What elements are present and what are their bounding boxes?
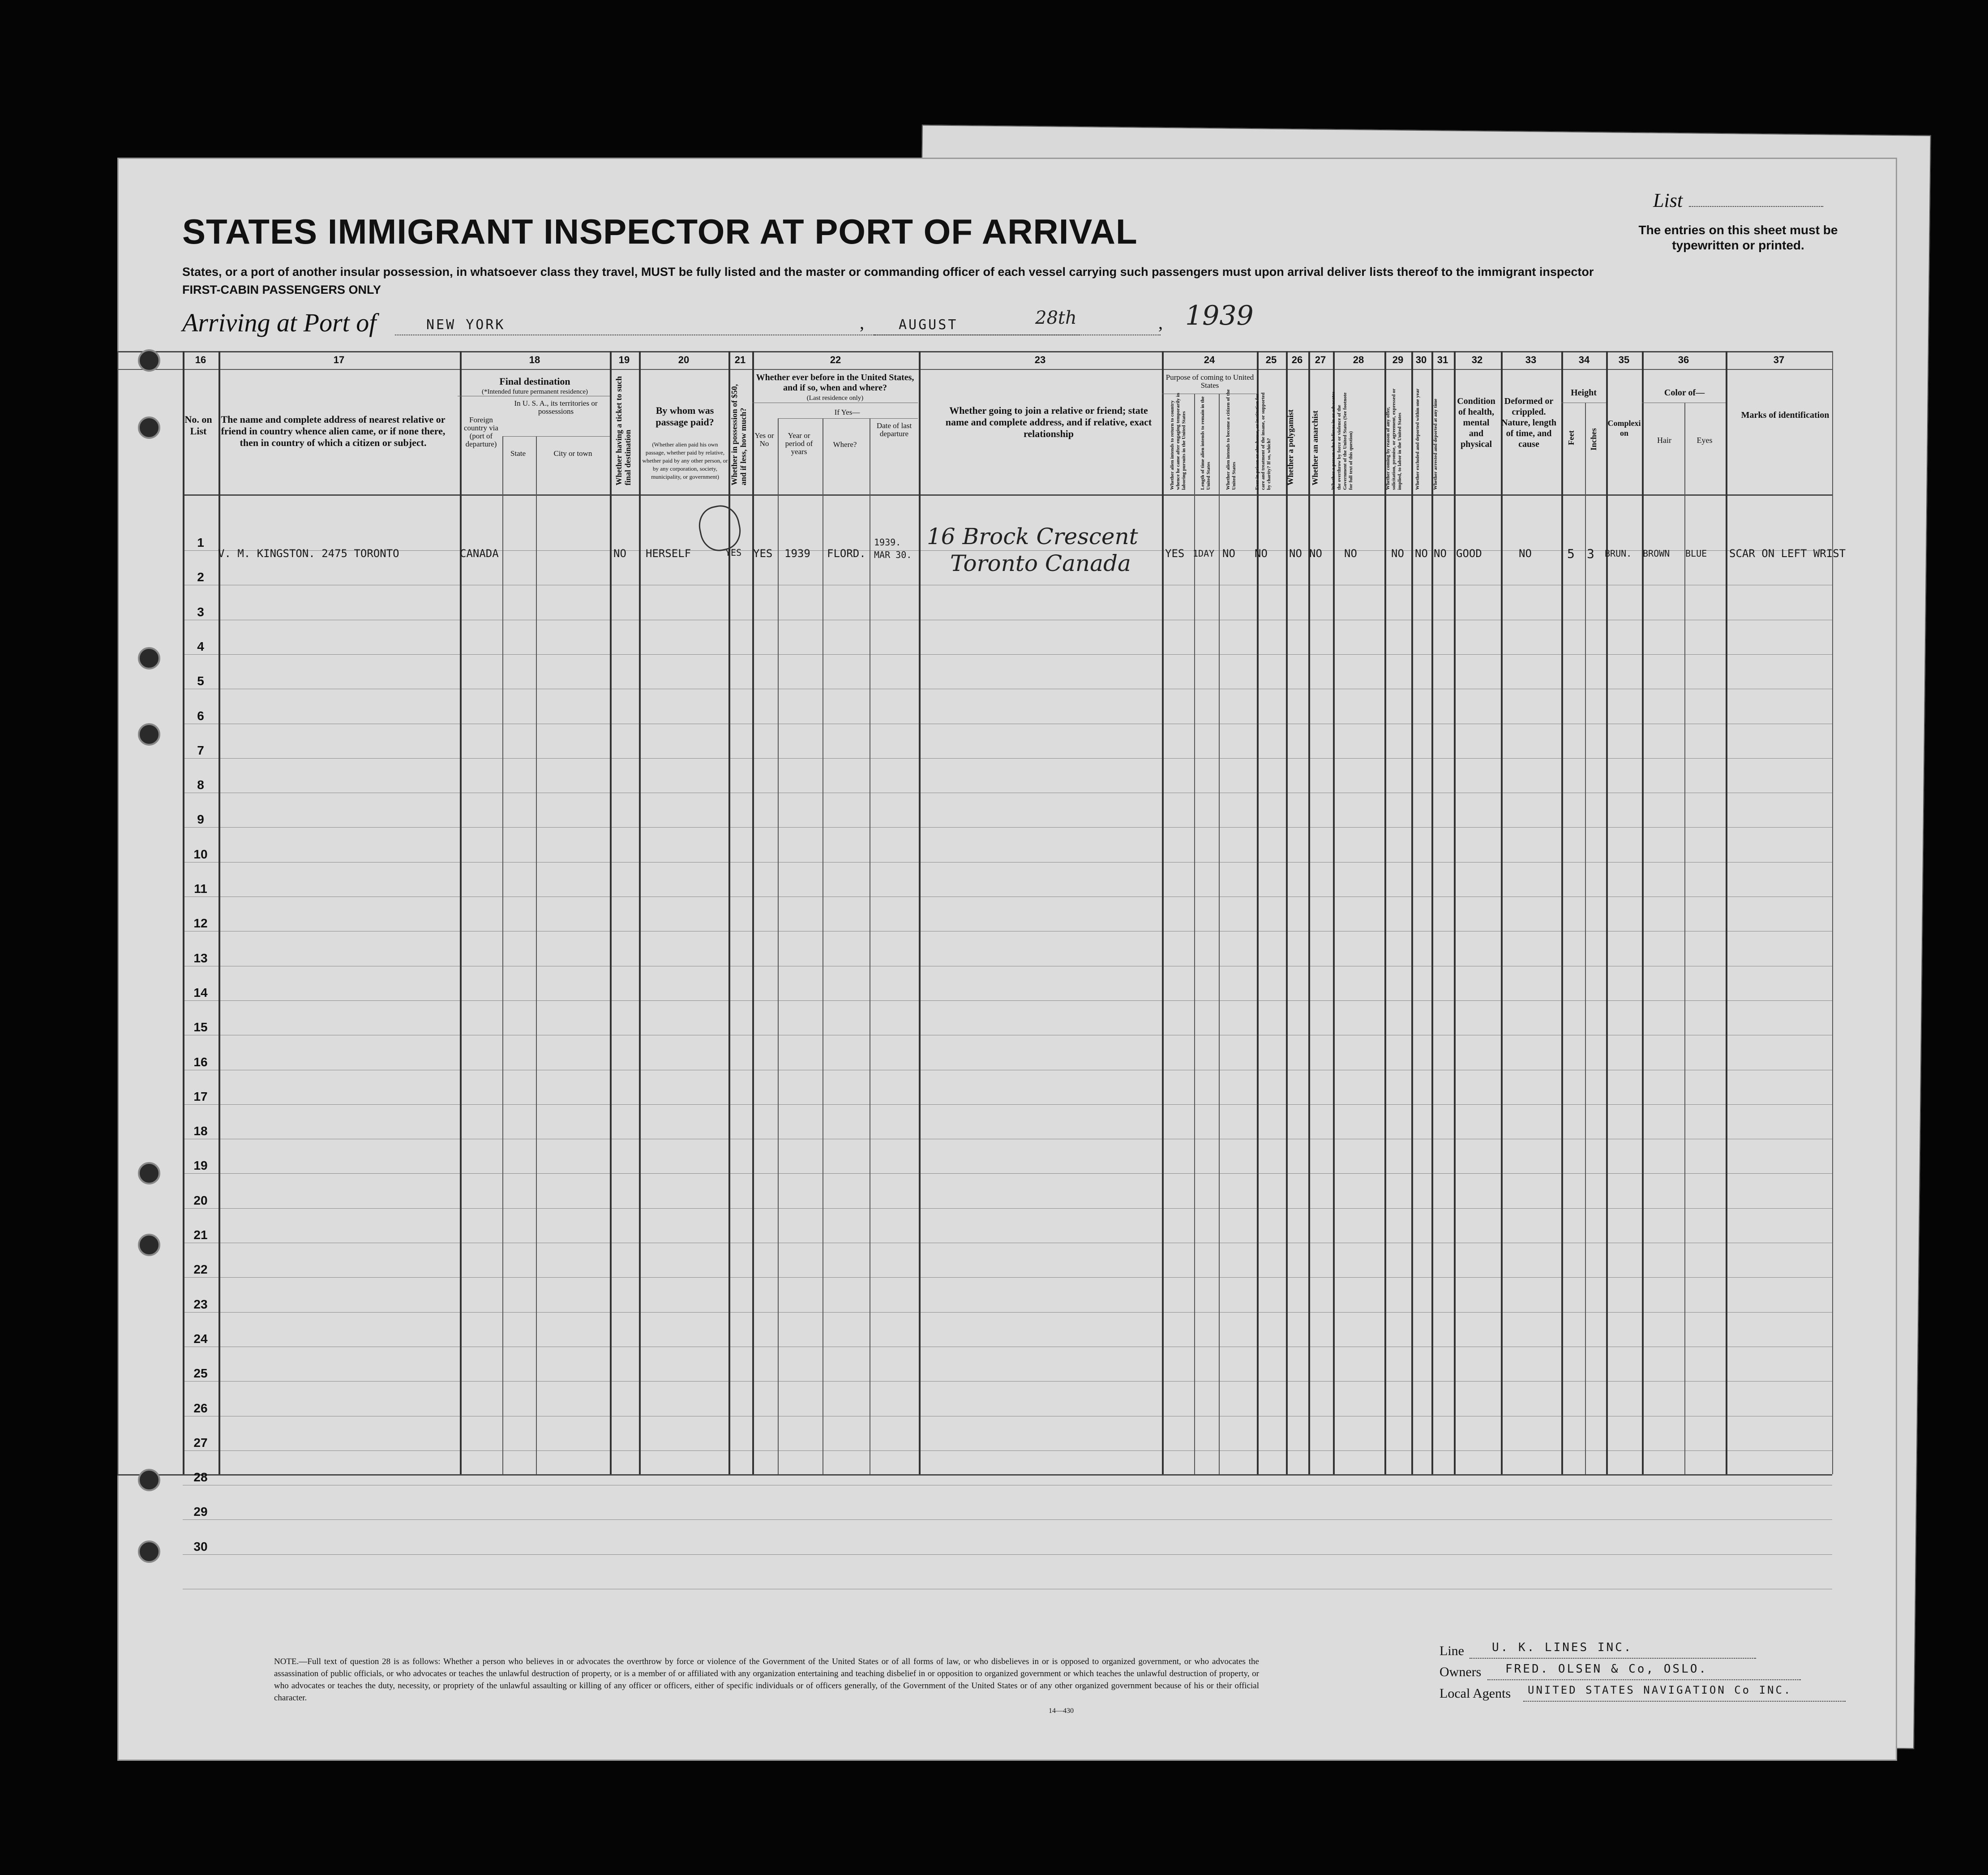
- header-deformed: Deformed or crippled. Nature, length of time, and cause: [1501, 396, 1556, 449]
- manifest-sheet: STATES IMMIGRANT INSPECTOR AT PORT OF ARRIVAL States, or a port of another insular possession, in whatsoever class they travel, MUST be fully listed and the master or commanding officer of each vessel carrying such passengers must upon arrival deliver lists thereof to the immigrant inspector FIRST-CABIN PASSENGERS ONLY List The entries on this sheet must be typewritten or printed. Arriving at Port of NEW YORK , AUGUST 28th , 1939 16 17 18 19 20 21 22 23 24 25 26 27 28 29 30 31 32 33 34 35 36 37 No. on List The name and complete address of nearest relative or friend in country whence alien came, or if none there, then in country of which a citizen or subject. Final destination (*Intended future permanent residence) Foreign country via (port of departure) In U. S. A., its territories or possessions State City or town Whether having a ticket to such final destination By whom was passage paid? (Whether alien paid his own passage, whether paid by relative, whether paid by any other person, or by any corporation, society, municipality, or government) Whether in possession of $50, and if less, how much? Whether ever before in the United States, and if so, when and where? (Last residence only) Yes or No If Yes— Year or period of years Where? Date of last departure Whether going to join a relative or friend; state name and complete address, and if relative, exact relationship Purpose of coming to United States Whether alien intends to return to country whence he came after engaging temporarily in laboring pursuits in the United States Length of time alien intends to remain in the United States Whether alien intends to become a citizen of the United States Ever in prison or almshouse, or institution for care and treatment of the insane, or supported by charity? If so, which? Whether a polygamist Whether an anarchist Whether a person who believes in or advocates the overthrow by force or violence of the Government of the United States (See footnote for full text of this question) Whether coming by reason of any offer, solicitation, promise, or agreement, expressed or implied, to labor in the United States Whether excluded and deported within one year Whether arrested and deported at any time Condition of health, mental and physical Deformed or crippled. Nature, length of time, and cause Height Feet Inches Complexion Color of— Hair Eyes Marks of identification 1 2 3 4 5 6 7 8 9 10 11 12 13 14 15 16 17 18 19 20 21 22 23 24 25 26 27 28 29 30 V. M. KINGSTON. 2475 TORONTO CANADA NO HERSELF YES YES 1939 FLORD. 1939. MAR 30. 16 Brock Crescent Toronto Canada YES 1DAY NO NO NO NO NO NO NO NO GOOD NO 5 3 BRUN. BROWN BLUE SCAR ON LEFT WRIST NOTE.—Full text of question 28 is as follows: Whether a person who believes in or advocates the overthrow by force or violence of the Government of the United States or of all forms of law, or who disbelieves in or is opposed to organized government, or who advocates the assassination of public officials, or who advocates or teaches the unlawful destruction of property, or is a member of or affiliated with any organization entertaining and teaching disbelief in or opposition to organized government or which teaches the unlawful destruction of property, or who advocates or teaches the duty, necessity, or propriety of the unlawful assaulting or killing of any officer or officers, either of specific individuals or of officers generally, of the Government of the United States or of any other organized government because of his or their official character. 14—430 Line U. K. LINES INC. Owners FRED. OLSEN & Co, OSLO. Local Agents UNITED STATES NAVIGATION Co INC.: [117, 158, 1897, 1761]
- entry-complexion: BRUN.: [1605, 548, 1632, 559]
- entry-q31: NO: [1434, 547, 1447, 560]
- column-divider: [536, 436, 537, 1474]
- list-number-line: [1689, 206, 1823, 207]
- entry-foreign-country: CANADA: [460, 547, 499, 560]
- column-divider: [778, 418, 779, 1474]
- header-relative: The name and complete address of nearest relative or friend in country whence alien came, or if none there, then in country of which a citizen or subject.: [221, 414, 446, 448]
- header-been-before-sub: (Last residence only): [806, 395, 864, 402]
- header-overthrow: Whether a person who believes in or advocates the overthrow by force or violence of the Government of the United States (See footnote for full text of this question): [1331, 391, 1354, 490]
- column-number: 25: [1265, 354, 1277, 365]
- year-value: 1939: [1185, 300, 1254, 331]
- column-divider: [1162, 351, 1164, 1474]
- column-number: 18: [529, 354, 540, 365]
- column-divider: [502, 436, 503, 1474]
- row-number: 14: [193, 985, 208, 1000]
- binder-hole: [138, 647, 160, 669]
- row-number: 19: [193, 1158, 208, 1173]
- header-joining: Whether going to join a relative or friend; state name and complete address, and if relative, exact relationship: [945, 405, 1152, 439]
- column-divider: [219, 351, 220, 1474]
- column-divider: [1454, 351, 1456, 1474]
- column-number: 28: [1353, 354, 1364, 365]
- entry-marks: SCAR ON LEFT WRIST: [1729, 547, 1846, 560]
- entry-prison: NO: [1255, 547, 1268, 560]
- column-divider: [1219, 394, 1220, 1474]
- row-number: 29: [193, 1505, 208, 1519]
- page-title: STATES IMMIGRANT INSPECTOR AT PORT OF ARRIVAL: [182, 212, 1138, 251]
- entry-polygamist: NO: [1289, 547, 1302, 560]
- binder-hole: [138, 349, 160, 372]
- header-excluded: Whether excluded and deported within one year: [1415, 388, 1420, 490]
- column-number: 21: [734, 354, 746, 365]
- row-number: 13: [193, 951, 208, 965]
- column-number: 32: [1471, 354, 1483, 365]
- column-divider: [1561, 351, 1563, 1474]
- entry-citizen: NO: [1222, 547, 1235, 560]
- entry-where: FLORD.: [827, 547, 866, 560]
- entry-join-line2: Toronto Canada: [950, 550, 1131, 576]
- column-divider: [1286, 351, 1288, 1474]
- day-value: 28th: [1035, 308, 1077, 328]
- header-year-period: Year or period of years: [785, 431, 813, 456]
- entry-been-before: YES: [753, 547, 773, 560]
- entry-eyes: BLUE: [1685, 548, 1707, 559]
- column-number: 16: [195, 354, 206, 365]
- instructions-text: States, or a port of another insular possession, in whatsoever class they travel, MUST be fully listed and the master or commanding officer of each vessel carrying such passengers must upon arrival deliver lists thereof to the immigrant inspector: [182, 265, 1594, 279]
- column-number: 20: [678, 354, 690, 365]
- row-number: 27: [193, 1435, 208, 1450]
- binder-hole: [138, 723, 160, 746]
- column-divider: [1832, 351, 1833, 1474]
- entries-note: The entries on this sheet must be typewritten or printed.: [1638, 223, 1838, 252]
- row-number: 25: [193, 1366, 208, 1381]
- header-city: City or town: [553, 449, 592, 458]
- header-fifty-dollars: Whether in possession of $50, and if less, how much?: [730, 384, 748, 485]
- line-value: U. K. LINES INC.: [1492, 1641, 1633, 1654]
- row-number: 11: [194, 882, 207, 896]
- entry-hair: BROWN: [1643, 548, 1670, 559]
- entry-departure-day: MAR 30.: [874, 549, 912, 560]
- column-divider: [1684, 403, 1685, 1474]
- column-divider: [1411, 351, 1413, 1474]
- binder-hole: [138, 416, 160, 439]
- column-number: 23: [1034, 354, 1046, 365]
- column-divider: [752, 351, 754, 1474]
- row-number: 12: [193, 916, 208, 931]
- entry-health: GOOD: [1456, 547, 1482, 560]
- line-label: Line: [1440, 1643, 1464, 1658]
- header-prison: Ever in prison or almshouse, or institution for care and treatment of the insane, or supported by charity? If so, which?: [1255, 392, 1272, 490]
- header-inches: Inches: [1589, 428, 1598, 451]
- entry-join-line1: 16 Brock Crescent: [927, 523, 1138, 549]
- column-divider: [1333, 351, 1335, 1474]
- list-label: List: [1653, 189, 1683, 211]
- row-number: 6: [197, 708, 204, 723]
- header-arrested: Whether arrested and deported at any time: [1433, 399, 1438, 490]
- header-final-destination-sub: (*Intended future permanent residence): [482, 388, 588, 395]
- header-length-stay: Length of time alien intends to remain in the United States: [1200, 396, 1211, 490]
- agents-label: Local Agents: [1440, 1686, 1511, 1701]
- entry-feet: 5: [1567, 546, 1575, 561]
- row-number: 24: [193, 1331, 208, 1346]
- row-number: 20: [193, 1193, 208, 1207]
- entry-length-stay: 1DAY: [1193, 548, 1215, 559]
- column-divider: [1642, 351, 1644, 1474]
- column-number: 31: [1437, 354, 1448, 365]
- column-divider: [1257, 351, 1259, 1474]
- row-number: 22: [193, 1262, 208, 1277]
- header-no-on-list: No. on List: [184, 414, 212, 437]
- row-number: 7: [197, 743, 204, 757]
- column-divider: [460, 351, 462, 1474]
- passenger-class-text: FIRST-CABIN PASSENGERS ONLY: [182, 283, 381, 296]
- row-number: 9: [197, 812, 204, 827]
- column-number: 19: [618, 354, 630, 365]
- column-divider: [1585, 403, 1586, 1474]
- month-value: AUGUST: [899, 317, 958, 333]
- header-purpose: Purpose of coming to United States: [1165, 373, 1254, 390]
- column-number: 26: [1291, 354, 1303, 365]
- header-complexion: Complexion: [1607, 419, 1641, 438]
- entry-has-fifty: YES: [725, 547, 742, 558]
- column-number: 34: [1578, 354, 1590, 365]
- row-number: 26: [193, 1401, 208, 1415]
- column-divider: [639, 351, 641, 1474]
- binder-hole: [138, 1234, 160, 1256]
- row-number: 3: [197, 605, 204, 619]
- header-height: Height: [1571, 388, 1597, 398]
- column-number: 27: [1315, 354, 1326, 365]
- header-eyes: Eyes: [1697, 436, 1713, 445]
- entry-departure-year: 1939.: [874, 537, 901, 548]
- header-been-before: Whether ever before in the United States, and if so, when and where?: [756, 373, 914, 393]
- entry-q28: NO: [1344, 547, 1357, 560]
- header-where: Where?: [833, 440, 857, 449]
- header-final-destination: Final destination: [499, 376, 570, 387]
- header-ticket: Whether having a ticket to such final destination: [614, 376, 632, 485]
- row-number: 5: [197, 674, 204, 688]
- header-purpose-return: Whether alien intends to return to country whence he came after engaging temporarily in laboring pursuits in the United States: [1170, 393, 1187, 490]
- header-become-citizen: Whether alien intends to become a citizen of the United States: [1225, 389, 1237, 490]
- column-divider: [1501, 351, 1503, 1474]
- row-number: 10: [193, 847, 208, 861]
- owners-value: FRED. OLSEN & Co, OSLO.: [1505, 1662, 1708, 1676]
- header-state: State: [510, 449, 526, 458]
- column-number: 35: [1618, 354, 1630, 365]
- column-number: 29: [1392, 354, 1404, 365]
- column-number: 33: [1525, 354, 1537, 365]
- owners-label: Owners: [1440, 1665, 1482, 1679]
- binder-hole: [138, 1469, 160, 1491]
- row-number: 23: [193, 1297, 208, 1311]
- column-number: 30: [1415, 354, 1427, 365]
- port-value: NEW YORK: [426, 317, 506, 333]
- manifest-table: [117, 351, 1846, 1553]
- agents-value: UNITED STATES NAVIGATION Co INC.: [1528, 1684, 1792, 1696]
- header-health: Condition of health, mental and physical: [1457, 396, 1495, 449]
- column-number: 22: [830, 354, 841, 365]
- row-number: 28: [193, 1470, 208, 1485]
- column-number: 36: [1678, 354, 1689, 365]
- row-number: 4: [197, 639, 204, 653]
- row-number: 2: [197, 570, 204, 584]
- row-number: 21: [193, 1228, 208, 1242]
- entry-anarchist: NO: [1309, 547, 1322, 560]
- header-passage-paid: By whom was passage paid?: [656, 405, 714, 428]
- row-number: 8: [197, 778, 204, 792]
- footnote: NOTE.—Full text of question 28 is as follows: Whether a person who believes in or advocates the overthrow by force or violence of the Government of the United States or of all forms of law, or who disbelieves in or is opposed to organized government, or who advocates the assassination of public officials, or who advocates or teaches the unlawful destruction of property, or is a member of or affiliated with any organization entertaining and teaching disbelief in or opposition to organized government or which teaches the unlawful destruction of property, or who advocates or teaches the duty, necessity, or propriety of the unlawful assaulting or killing of any officer or officers, either of specific individuals or of officers generally, of the Government of the United States or of any other organized government because of his or their official character.: [274, 1657, 1259, 1703]
- entry-deformed: NO: [1519, 547, 1532, 560]
- column-number: 24: [1204, 354, 1215, 365]
- column-number: 17: [333, 354, 345, 365]
- entry-paid-by: HERSELF: [646, 547, 691, 560]
- row-number: 17: [193, 1089, 208, 1103]
- header-marks: Marks of identification: [1741, 410, 1829, 420]
- header-polygamist: Whether a polygamist: [1286, 409, 1295, 485]
- column-divider: [1431, 351, 1433, 1474]
- row-number: 15: [193, 1020, 208, 1034]
- entry-year: 1939: [784, 547, 810, 560]
- header-yes-or-no: Yes or No: [754, 431, 774, 448]
- column-divider: [1384, 351, 1386, 1474]
- entry-q30: NO: [1415, 547, 1428, 560]
- entry-q29: NO: [1391, 547, 1404, 560]
- handwritten-annotation: [695, 502, 744, 555]
- header-passage-paid-sub: (Whether alien paid his own passage, whether paid by relative, whether paid by any other person, or by any corporation, society, municipality, or government): [642, 441, 728, 480]
- form-number: 14—430: [1049, 1707, 1074, 1715]
- column-number: 37: [1773, 354, 1785, 365]
- column-divider: [117, 351, 118, 1474]
- column-divider: [1606, 351, 1608, 1474]
- row-number: 16: [193, 1055, 208, 1069]
- row-number: 18: [193, 1124, 208, 1138]
- header-feet: Feet: [1567, 430, 1576, 445]
- column-divider: [1308, 351, 1310, 1474]
- header-date-last-departure: Date of last departure: [876, 421, 912, 438]
- row-divider: [183, 1519, 1832, 1520]
- entry-relative: V. M. KINGSTON. 2475 TORONTO: [218, 547, 399, 560]
- header-labor-offer: Whether coming by reason of any offer, solicitation, promise, or agreement, expressed or implied, to labor in the United States: [1385, 388, 1402, 490]
- row-number: 30: [193, 1539, 208, 1553]
- row-number: 1: [197, 536, 204, 549]
- header-foreign-country: Foreign country via (port of departure): [464, 416, 498, 448]
- header-hair: Hair: [1657, 436, 1671, 445]
- column-divider: [610, 351, 612, 1474]
- entry-inches: 3: [1587, 546, 1594, 561]
- header-if-yes: If Yes—: [834, 408, 860, 416]
- entry-ticket: NO: [613, 547, 626, 560]
- binder-hole: [138, 1540, 160, 1563]
- arriving-label: Arriving at Port of: [182, 308, 377, 337]
- row-divider: [183, 1554, 1832, 1555]
- header-anarchist: Whether an anarchist: [1311, 410, 1320, 485]
- header-in-usa: In U. S. A., its territories or possessions: [514, 399, 598, 416]
- entry-purpose-return: YES: [1165, 547, 1185, 560]
- header-color-of: Color of—: [1664, 388, 1705, 398]
- column-divider: [919, 351, 921, 1474]
- column-divider: [1726, 351, 1727, 1474]
- binder-hole: [138, 1162, 160, 1184]
